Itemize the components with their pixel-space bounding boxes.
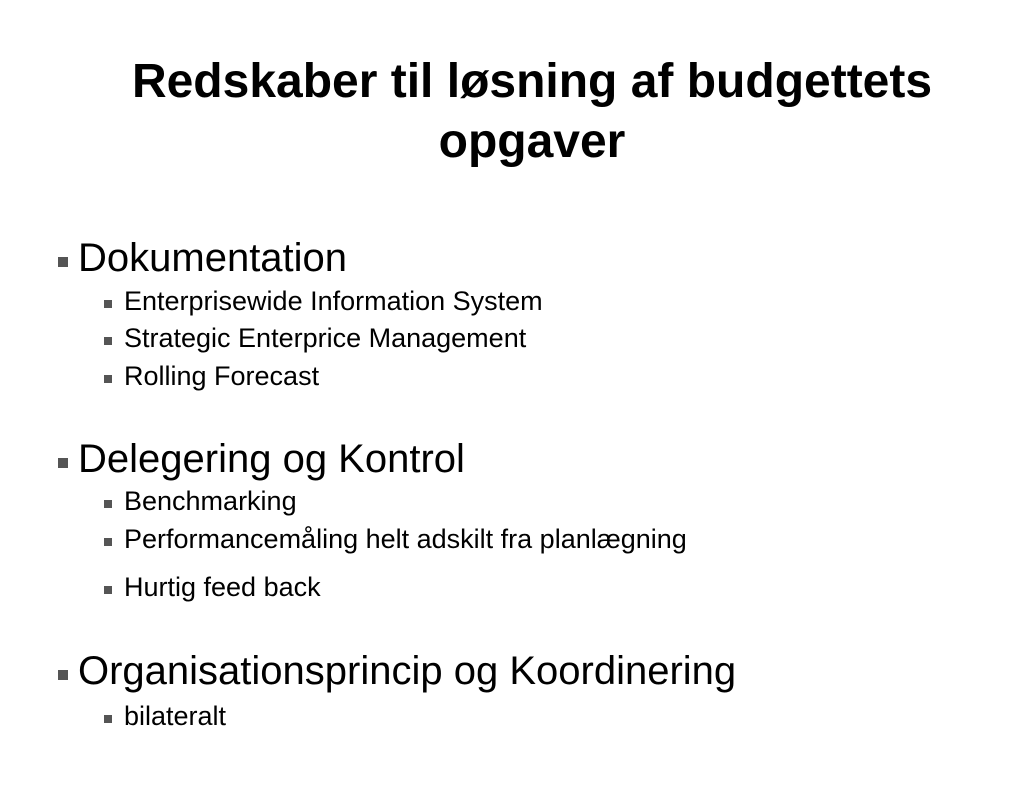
list-item-label: Hurtig feed back	[124, 571, 321, 602]
list-item	[104, 523, 687, 555]
square-bullet-icon	[104, 715, 112, 723]
square-bullet-icon	[104, 538, 112, 546]
slide-title-line-1: Redskaber til løsning af budgettets	[131, 55, 933, 108]
square-bullet-icon	[58, 670, 68, 680]
list-item	[104, 485, 297, 517]
square-bullet-icon	[58, 257, 68, 267]
section-heading-label: Delegering og Kontrol	[78, 436, 465, 481]
square-bullet-icon	[58, 458, 68, 468]
square-bullet-icon	[104, 375, 112, 383]
list-item	[104, 571, 321, 603]
list-item-label: Enterprisewide Information System	[124, 285, 543, 316]
list-item	[104, 700, 226, 732]
section-heading-label: Dokumentation	[78, 235, 348, 280]
list-item-label: Rolling Forecast	[124, 360, 320, 391]
section-heading-organisation	[58, 648, 736, 694]
square-bullet-icon	[104, 300, 112, 308]
list-item	[104, 285, 543, 317]
square-bullet-icon	[104, 337, 112, 345]
list-item-label: Strategic Enterprice Management	[124, 322, 527, 353]
list-item	[104, 322, 526, 354]
slide-title-line-2: opgaver	[438, 115, 626, 168]
list-item-label: Performancemåling helt adskilt fra planlægning	[124, 523, 687, 554]
section-heading-label: Organisationsprincip og Koordinering	[78, 648, 737, 693]
section-heading-delegering	[58, 436, 465, 482]
square-bullet-icon	[104, 500, 112, 508]
section-heading-dokumentation	[58, 235, 347, 281]
list-item	[104, 360, 319, 392]
square-bullet-icon	[104, 586, 112, 594]
list-item-label: Benchmarking	[124, 485, 297, 516]
list-item-label: bilateralt	[124, 700, 227, 731]
